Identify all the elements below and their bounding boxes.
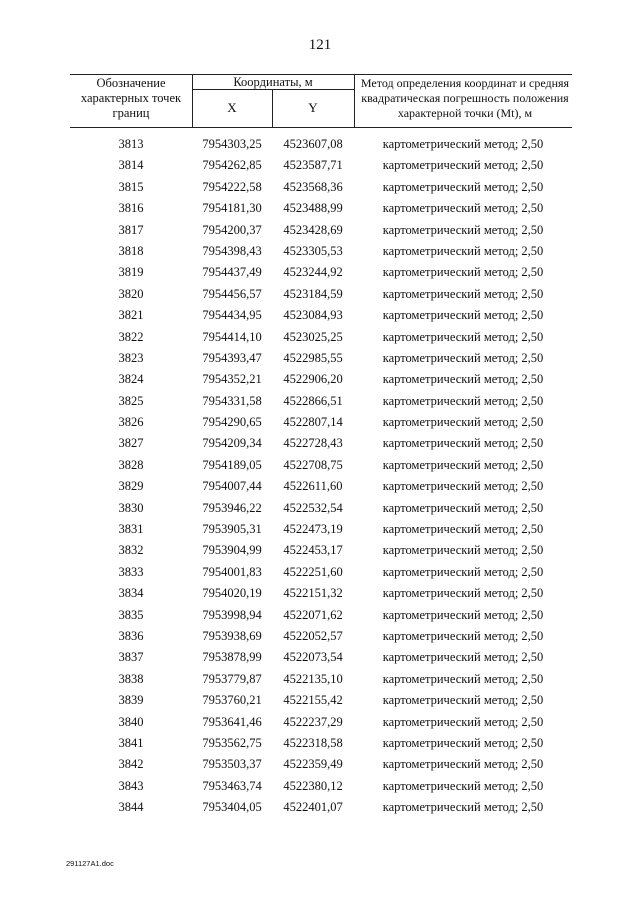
point-number: 3827 (118, 436, 144, 451)
coord-x: 7953562,75 (202, 735, 262, 750)
coord-y: 4522611,60 (283, 479, 343, 494)
point-number: 3842 (118, 757, 144, 772)
coord-x: 7954222,58 (202, 179, 262, 194)
point-number: 3815 (118, 179, 144, 194)
coord-y: 4523607,08 (283, 137, 343, 151)
table-row (0, 690, 640, 711)
coord-x: 7953779,87 (202, 671, 262, 686)
coord-x: 7953946,22 (202, 500, 262, 515)
table-row (0, 476, 640, 497)
coord-y: 4522473,19 (283, 522, 343, 537)
table-row (0, 498, 640, 519)
method-cell: картометрический метод; 2,50 (382, 201, 544, 216)
coord-y: 4522155,42 (283, 693, 343, 708)
method-cell: картометрический метод; 2,50 (382, 179, 544, 194)
method-cell: картометрический метод; 2,50 (382, 650, 544, 665)
method-cell: картометрический метод; 2,50 (382, 693, 544, 708)
table-row (0, 647, 640, 668)
table-row (0, 391, 640, 412)
coord-x: 7954393,47 (202, 350, 262, 365)
point-number: 3818 (118, 243, 144, 258)
method-cell: картометрический метод; 2,50 (382, 329, 544, 344)
point-number: 3844 (118, 800, 144, 815)
method-cell: картометрический метод; 2,50 (382, 564, 544, 579)
point-number: 3838 (118, 671, 144, 686)
point-number: 3819 (118, 265, 144, 280)
method-cell: картометрический метод; 2,50 (382, 522, 544, 537)
header-coordinates: Координаты, м (233, 75, 313, 89)
method-cell: картометрический метод; 2,50 (382, 735, 544, 750)
point-number: 3829 (118, 479, 144, 494)
coord-y: 4522728,43 (283, 436, 343, 451)
point-number: 3841 (118, 735, 144, 750)
coord-y: 4522237,29 (283, 714, 343, 729)
footer-filename: 291127A1.doc (66, 859, 114, 868)
table-row (0, 241, 640, 262)
table-row (0, 305, 640, 326)
point-number: 3822 (118, 329, 144, 344)
method-cell: картометрический метод; 2,50 (382, 137, 544, 151)
coord-y: 4522380,12 (283, 778, 343, 793)
point-number: 3836 (118, 628, 144, 643)
coord-y: 4523025,25 (283, 329, 343, 344)
method-cell: картометрический метод; 2,50 (382, 500, 544, 515)
coord-x: 7954007,44 (202, 479, 262, 494)
point-number: 3826 (118, 415, 144, 430)
method-cell: картометрический метод; 2,50 (382, 457, 544, 472)
method-cell: картометрический метод; 2,50 (382, 286, 544, 301)
coord-y: 4522359,49 (283, 757, 343, 772)
method-cell: картометрический метод; 2,50 (382, 757, 544, 772)
table-row (0, 712, 640, 733)
coord-y: 4522866,51 (283, 393, 343, 408)
point-number: 3837 (118, 650, 144, 665)
method-cell: картометрический метод; 2,50 (382, 308, 544, 323)
coord-y: 4522071,62 (283, 607, 343, 622)
point-number: 3814 (118, 158, 144, 173)
point-number: 3830 (118, 500, 144, 515)
coord-y: 4522073,54 (283, 650, 343, 665)
coord-x: 7953641,46 (202, 714, 262, 729)
method-cell: картометрический метод; 2,50 (382, 222, 544, 237)
method-cell: картометрический метод; 2,50 (382, 714, 544, 729)
method-cell: картометрический метод; 2,50 (382, 543, 544, 558)
coord-x: 7954181,30 (202, 201, 262, 216)
coordinates-table-body (0, 134, 640, 819)
coord-y: 4522401,07 (283, 800, 343, 815)
table-row (0, 177, 640, 198)
coord-y: 4523305,53 (283, 243, 343, 258)
coord-x: 7953905,31 (202, 522, 262, 537)
table-row (0, 433, 640, 454)
coord-x: 7954437,49 (202, 265, 262, 280)
method-cell: картометрический метод; 2,50 (382, 393, 544, 408)
method-cell: картометрический метод; 2,50 (382, 628, 544, 643)
table-row (0, 369, 640, 390)
table-row (0, 562, 640, 583)
table-row (0, 327, 640, 348)
table-row (0, 348, 640, 369)
point-number: 3835 (118, 607, 144, 622)
method-cell: картометрический метод; 2,50 (382, 415, 544, 430)
coord-y: 4522151,32 (283, 586, 343, 601)
header-x: X (227, 100, 237, 115)
coord-y: 4522532,54 (283, 500, 343, 515)
table-row (0, 134, 640, 155)
coord-x: 7954209,34 (202, 436, 262, 451)
method-cell: картометрический метод; 2,50 (382, 436, 544, 451)
point-number: 3840 (118, 714, 144, 729)
method-cell: картометрический метод; 2,50 (382, 586, 544, 601)
method-cell: картометрический метод; 2,50 (382, 372, 544, 387)
coord-x: 7953760,21 (202, 693, 262, 708)
coord-x: 7954189,05 (202, 457, 262, 472)
table-row (0, 540, 640, 561)
method-cell: картометрический метод; 2,50 (382, 158, 544, 173)
table-row (0, 455, 640, 476)
table-row (0, 220, 640, 241)
table-row (0, 155, 640, 176)
coord-x: 7954352,21 (202, 372, 262, 387)
table-row (0, 733, 640, 754)
header-method: Метод определения координат и средняя квадратическая погрешность положения характерной точки (Mt), м (360, 76, 570, 120)
coord-x: 7953878,99 (202, 650, 262, 665)
coord-x: 7953938,69 (202, 628, 262, 643)
coord-y: 4523587,71 (283, 158, 343, 173)
coord-y: 4522318,58 (283, 735, 343, 750)
coord-x: 7954290,65 (202, 415, 262, 430)
point-number: 3839 (118, 693, 144, 708)
point-number: 3831 (118, 522, 144, 537)
coord-y: 4522708,75 (283, 457, 343, 472)
point-number: 3823 (118, 350, 144, 365)
coord-x: 7954262,85 (202, 158, 262, 173)
method-cell: картометрический метод; 2,50 (382, 800, 544, 815)
table-row (0, 519, 640, 540)
point-number: 3834 (118, 586, 144, 601)
header-designation: Обозначение характерных точек границ (80, 76, 182, 120)
coord-y: 4522453,17 (283, 543, 343, 558)
method-cell: картометрический метод; 2,50 (382, 350, 544, 365)
point-number: 3816 (118, 201, 144, 216)
coord-x: 7954414,10 (202, 329, 262, 344)
point-number: 3833 (118, 564, 144, 579)
table-row (0, 605, 640, 626)
point-number: 3817 (118, 222, 144, 237)
coord-x: 7954001,83 (202, 564, 262, 579)
table-row (0, 583, 640, 604)
method-cell: картометрический метод; 2,50 (382, 243, 544, 258)
coord-y: 4522906,20 (283, 372, 343, 387)
table-row (0, 412, 640, 433)
coord-y: 4523084,93 (283, 308, 343, 323)
coord-x: 7954331,58 (202, 393, 262, 408)
coord-y: 4523488,99 (283, 201, 343, 216)
table-row (0, 669, 640, 690)
coord-x: 7954398,43 (202, 243, 262, 258)
coord-y: 4522052,57 (283, 628, 343, 643)
coord-y: 4523428,69 (283, 222, 343, 237)
coord-x: 7953503,37 (202, 757, 262, 772)
coord-x: 7953904,99 (202, 543, 262, 558)
point-number: 3813 (118, 137, 144, 151)
coord-x: 7953404,05 (202, 800, 262, 815)
point-number: 3832 (118, 543, 144, 558)
coord-x: 7954200,37 (202, 222, 262, 237)
table-row (0, 754, 640, 775)
point-number: 3824 (118, 372, 144, 387)
page-number: 121 (308, 37, 332, 53)
method-cell: картометрический метод; 2,50 (382, 479, 544, 494)
table-row (0, 198, 640, 219)
table-row (0, 797, 640, 818)
method-cell: картометрический метод; 2,50 (382, 265, 544, 280)
coord-y: 4523184,59 (283, 286, 343, 301)
coord-x: 7953998,94 (202, 607, 262, 622)
method-cell: картометрический метод; 2,50 (382, 607, 544, 622)
coord-x: 7954303,25 (202, 137, 262, 151)
table-row (0, 262, 640, 283)
point-number: 3828 (118, 457, 144, 472)
coord-y: 4522251,60 (283, 564, 343, 579)
point-number: 3821 (118, 308, 144, 323)
table-row (0, 776, 640, 797)
coord-x: 7953463,74 (202, 778, 262, 793)
method-cell: картометрический метод; 2,50 (382, 778, 544, 793)
method-cell: картометрический метод; 2,50 (382, 671, 544, 686)
coord-y: 4523244,92 (283, 265, 343, 280)
header-bottom-rule (70, 127, 572, 128)
coord-x: 7954020,19 (202, 586, 262, 601)
coord-y: 4523568,36 (283, 179, 343, 194)
coord-y: 4522985,55 (283, 350, 343, 365)
table-row (0, 626, 640, 647)
point-number: 3825 (118, 393, 144, 408)
coord-x: 7954456,57 (202, 286, 262, 301)
point-number: 3843 (118, 778, 144, 793)
header-divider-3 (354, 74, 355, 127)
coord-y: 4522135,10 (283, 671, 343, 686)
header-y: Y (308, 100, 318, 115)
coord-x: 7954434,95 (202, 308, 262, 323)
point-number: 3820 (118, 286, 144, 301)
coord-y: 4522807,14 (283, 415, 343, 430)
table-row (0, 284, 640, 305)
